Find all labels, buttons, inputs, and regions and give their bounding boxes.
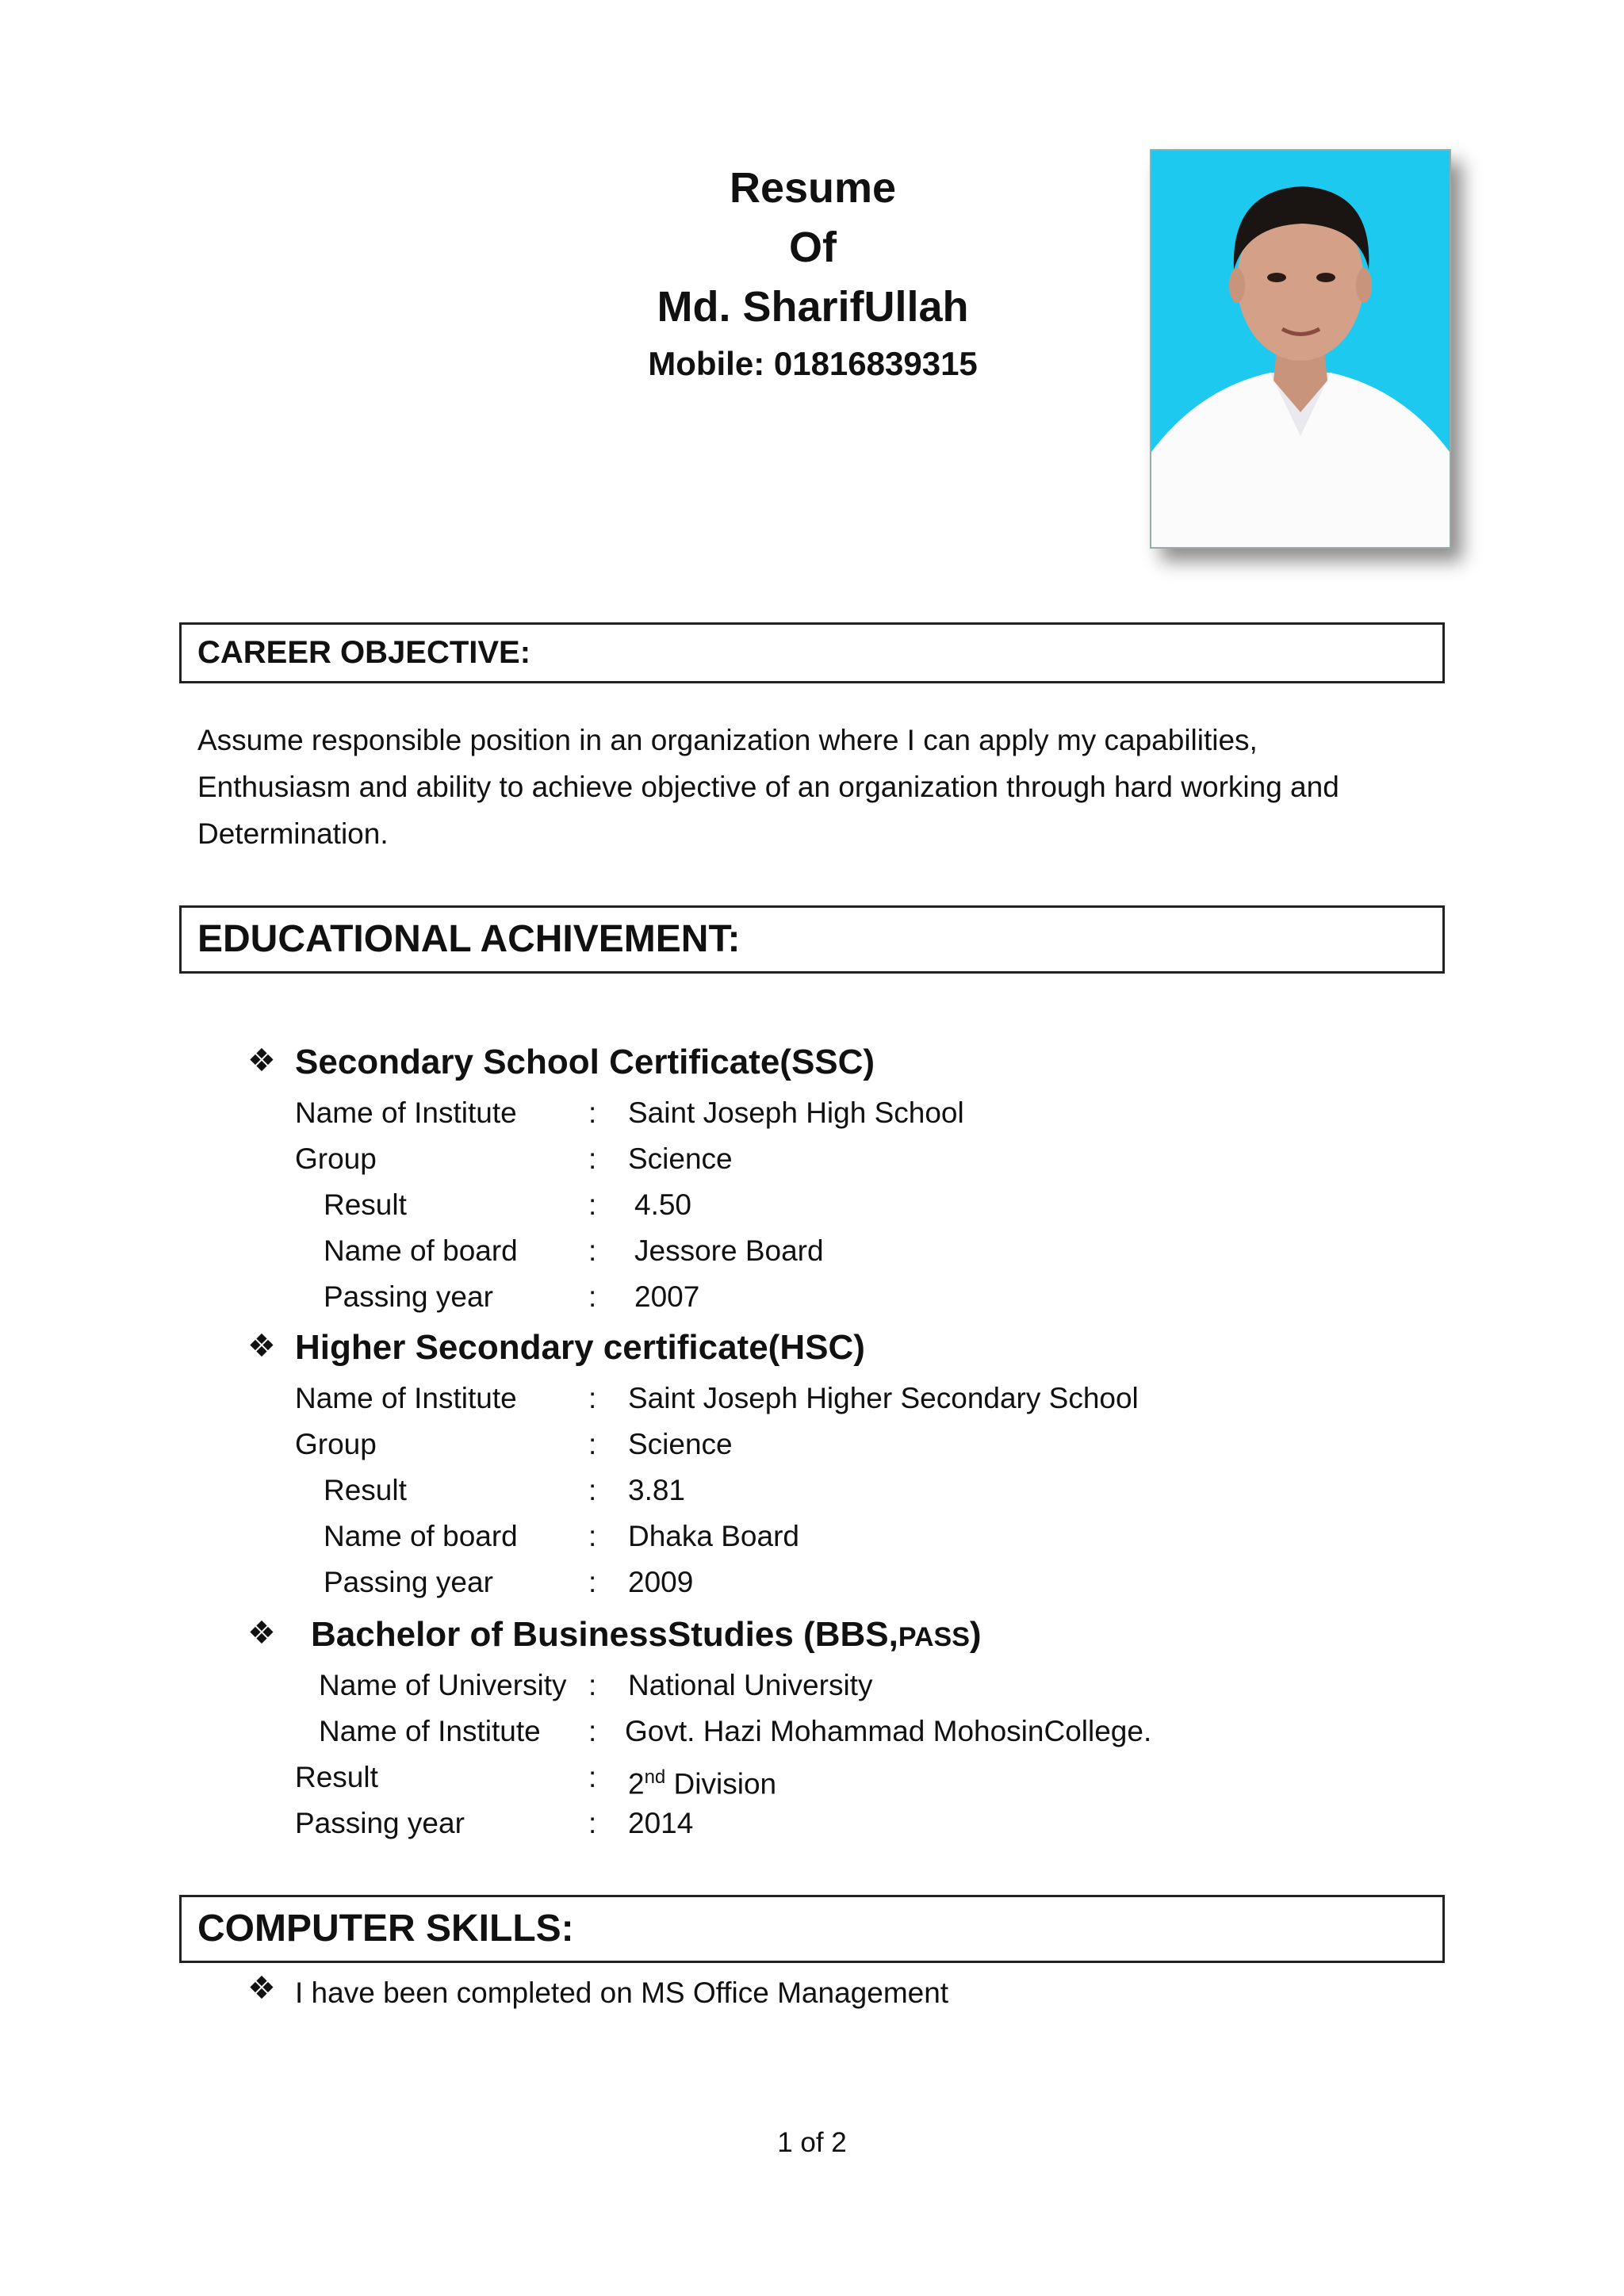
division-text: Division [665, 1767, 777, 1800]
bbs-value: 2014 [628, 1807, 694, 1839]
hsc-value: Science [628, 1428, 733, 1460]
bullet-icon: ❖ [247, 1616, 276, 1651]
hsc-label: Name of Institute [295, 1382, 517, 1414]
bbs-label: Result [295, 1761, 378, 1793]
division-number: 2 [628, 1767, 645, 1800]
bullet-icon: ❖ [247, 1971, 276, 2006]
bbs-label: Passing year [295, 1807, 465, 1839]
colon-separator: : [588, 1761, 597, 1793]
objective-line: Determination. [197, 817, 389, 850]
bbs-value: National University [628, 1669, 873, 1701]
bbs-title-main: Bachelor of BusinessStudies (BBS, [311, 1615, 898, 1654]
title-of: Of [789, 224, 837, 271]
hsc-title: Higher Secondary certificate(HSC) [295, 1328, 865, 1367]
ssc-label: Name of Institute [295, 1096, 517, 1129]
hsc-value: Saint Joseph Higher Secondary School [628, 1382, 1139, 1414]
colon-separator: : [588, 1807, 597, 1839]
colon-separator: : [588, 1234, 597, 1267]
portrait-image [1151, 151, 1450, 547]
computer-skills-heading: COMPUTER SKILLS: [179, 1895, 1445, 1963]
ssc-value: 4.50 [634, 1188, 692, 1221]
hsc-value: Dhaka Board [628, 1520, 799, 1552]
bbs-label: Name of Institute [319, 1715, 541, 1747]
objective-line: Enthusiasm and ability to achieve objective of an organization through hard working and [197, 771, 1339, 803]
candidate-name: Md. SharifUllah [657, 283, 969, 331]
colon-separator: : [588, 1382, 597, 1414]
bbs-label: Name of University [319, 1669, 567, 1701]
objective-line: Assume responsible position in an organization where I can apply my capabilities, [197, 724, 1258, 756]
ssc-label: Group [295, 1142, 377, 1175]
colon-separator: : [588, 1715, 597, 1747]
ssc-title: Secondary School Certificate(SSC) [295, 1043, 875, 1081]
colon-separator: : [588, 1280, 597, 1313]
colon-separator: : [588, 1566, 597, 1598]
page-number: 1 of 2 [777, 2127, 847, 2158]
colon-separator: : [588, 1096, 597, 1129]
hsc-label: Group [295, 1428, 377, 1460]
career-objective-heading: CAREER OBJECTIVE: [179, 622, 1445, 683]
bbs-title [311, 1613, 982, 1659]
skills-item: I have been completed on MS Office Management [295, 1976, 949, 2009]
colon-separator: : [588, 1520, 597, 1552]
colon-separator: : [588, 1428, 597, 1460]
profile-photo [1150, 149, 1451, 549]
hsc-value: 3.81 [628, 1474, 686, 1506]
colon-separator: : [588, 1188, 597, 1221]
ssc-value: Science [628, 1142, 733, 1175]
colon-separator: : [588, 1669, 597, 1701]
ssc-label: Result [324, 1188, 407, 1221]
bbs-value [628, 1757, 776, 1804]
hsc-label: Passing year [324, 1566, 493, 1598]
ssc-label: Name of board [324, 1234, 518, 1267]
hsc-value: 2009 [628, 1566, 694, 1598]
bullet-icon: ❖ [247, 1043, 276, 1078]
career-objective-text [197, 717, 1434, 857]
title-resume: Resume [729, 164, 897, 212]
bbs-value: Govt. Hazi Mohammad MohosinCollege. [625, 1715, 1152, 1747]
ssc-label: Passing year [324, 1280, 493, 1313]
hsc-label: Name of board [324, 1520, 518, 1552]
bbs-title-pass: PASS [898, 1622, 970, 1652]
educational-achievement-heading: EDUCATIONAL ACHIVEMENT: [179, 905, 1445, 974]
division-suffix: nd [644, 1766, 666, 1788]
colon-separator: : [588, 1474, 597, 1506]
ssc-value: Saint Joseph High School [628, 1096, 964, 1129]
resume-header [508, 159, 1118, 386]
mobile-number: Mobile: 01816839315 [648, 345, 978, 382]
ssc-value: Jessore Board [634, 1234, 824, 1267]
colon-separator: : [588, 1142, 597, 1175]
ssc-value: 2007 [634, 1280, 700, 1313]
hsc-label: Result [324, 1474, 407, 1506]
bullet-icon: ❖ [247, 1329, 276, 1364]
bbs-title-end: ) [969, 1615, 982, 1654]
